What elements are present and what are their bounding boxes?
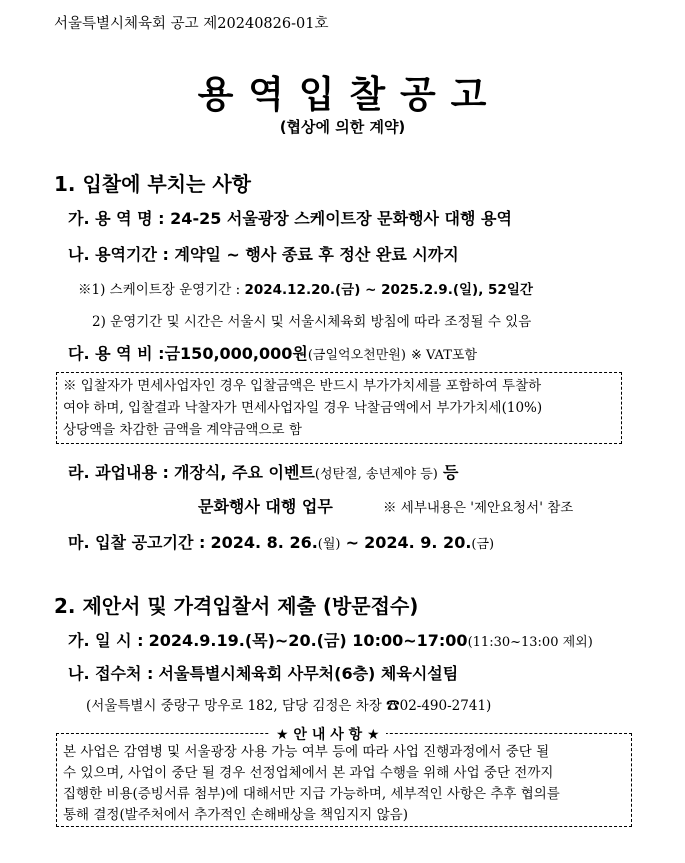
guide-text — [63, 742, 560, 826]
item-label: 가. 용 역 명 : — [68, 209, 165, 228]
item-value: 계약일 ~ 행사 종료 후 정산 완료 시까지 — [174, 245, 459, 264]
item-value-hangul: (금일억오천만원) — [307, 348, 406, 363]
note-rink-period — [78, 278, 533, 298]
scope-line2: 문화행사 대행 업무 — [198, 497, 333, 516]
item-service-period — [68, 242, 459, 265]
item-label: 나. 용역기간 : — [68, 245, 169, 264]
tax-line: 여야 하며, 입찰결과 낙찰자가 면세사업자일 경우 낙찰금액에서 부가가치세(10%) — [63, 400, 543, 416]
tax-notice-box — [56, 372, 622, 444]
item-label: 라. 과업내용 : — [68, 463, 169, 482]
item-service-name — [68, 206, 512, 229]
guide-line: 수 있으며, 사업이 중단 될 경우 선정업체에서 본 과업 수행을 위해 사업 중단 전까지 — [63, 765, 554, 781]
submission-address: (서울특별시 중랑구 망우로 182, 담당 김정은 차장 ☎02-490-2741) — [86, 698, 492, 714]
page-title: 용 역 입 찰 공 고 — [197, 73, 488, 116]
guide-line: 본 사업은 감염병 및 서울광장 사용 가능 여부 등에 따라 사업 진행과정에서 중단 될 — [63, 744, 550, 760]
item-value: 금150,000,000원 — [164, 344, 308, 363]
period-start: 2024. 8. 26. — [210, 533, 318, 552]
item-notice-period — [68, 530, 494, 553]
period-end: 2024. 9. 20. — [364, 533, 472, 552]
guide-line: 집행한 비용(증빙서류 첨부)에 대해서만 지급 가능하며, 세부적인 사항은 추후 협의를 — [63, 786, 560, 802]
vat-note: ※ VAT포함 — [411, 348, 478, 363]
item-note: (11:30~13:00 제외) — [467, 635, 593, 650]
item-label: 가. 일 시 : — [68, 631, 144, 650]
page-subtitle: (협상에 의한 계약) — [279, 118, 406, 136]
item-label: 마. 입찰 공고기간 : — [68, 533, 206, 552]
notice-number: 서울특별시체육회 공고 제20240826-01호 — [54, 16, 329, 32]
section1-heading: 1. 입찰에 부치는 사항 — [54, 172, 251, 196]
item-label: 다. 용 역 비 : — [68, 344, 165, 363]
period-start-day: (월) — [317, 537, 341, 552]
item-value: 2024.9.19.(목)~20.(금) 10:00~17:00 — [148, 631, 468, 650]
item-scope-line2 — [198, 494, 333, 517]
item-service-cost — [68, 341, 477, 364]
tax-line: ※ 입찰자가 면세사업자인 경우 입찰금액은 반드시 부가가치세를 포함하여 투찰하 — [63, 378, 542, 394]
period-end-day: (금) — [471, 537, 495, 552]
tax-line: 상당액을 차감한 금액을 계약금액으로 함 — [63, 422, 302, 438]
item-label: 나. 접수처 : — [68, 664, 154, 683]
scope-note: ※ 세부내용은 '제안요청서' 참조 — [383, 500, 574, 516]
item-value: 서울특별시체육회 사무처(6층) 체육시설팀 — [158, 664, 459, 683]
tax-notice-text — [63, 375, 542, 441]
guide-box — [56, 733, 632, 827]
guide-title: ★ 안 내 사 항 ★ — [270, 724, 386, 744]
guide-line: 통해 결정(발주처에서 추가적인 손해배상을 책임지지 않음) — [63, 807, 408, 823]
item-scope — [68, 460, 458, 483]
item-submission-place — [68, 661, 458, 684]
note-adjustment: 2) 운영기간 및 시간은 서울시 및 서울시체육회 방침에 따라 조정될 수 있음 — [92, 314, 532, 330]
note-value: 2024.12.20.(금) ~ 2025.2.9.(일), 52일간 — [244, 282, 533, 298]
item-submission-date — [68, 628, 593, 651]
item-value: 24-25 서울광장 스케이트장 문화행사 대행 용역 — [170, 209, 512, 228]
section2-heading: 2. 제안서 및 가격입찰서 제출 (방문접수) — [54, 594, 419, 618]
item-suffix: 등 — [442, 463, 459, 482]
period-tilde: ~ — [345, 533, 359, 552]
item-paren: (성탄절, 송년제야 등) — [314, 467, 438, 482]
item-value: 개장식, 주요 이벤트 — [174, 463, 315, 482]
note-prefix: ※1) 스케이트장 운영기간 : — [78, 282, 241, 298]
